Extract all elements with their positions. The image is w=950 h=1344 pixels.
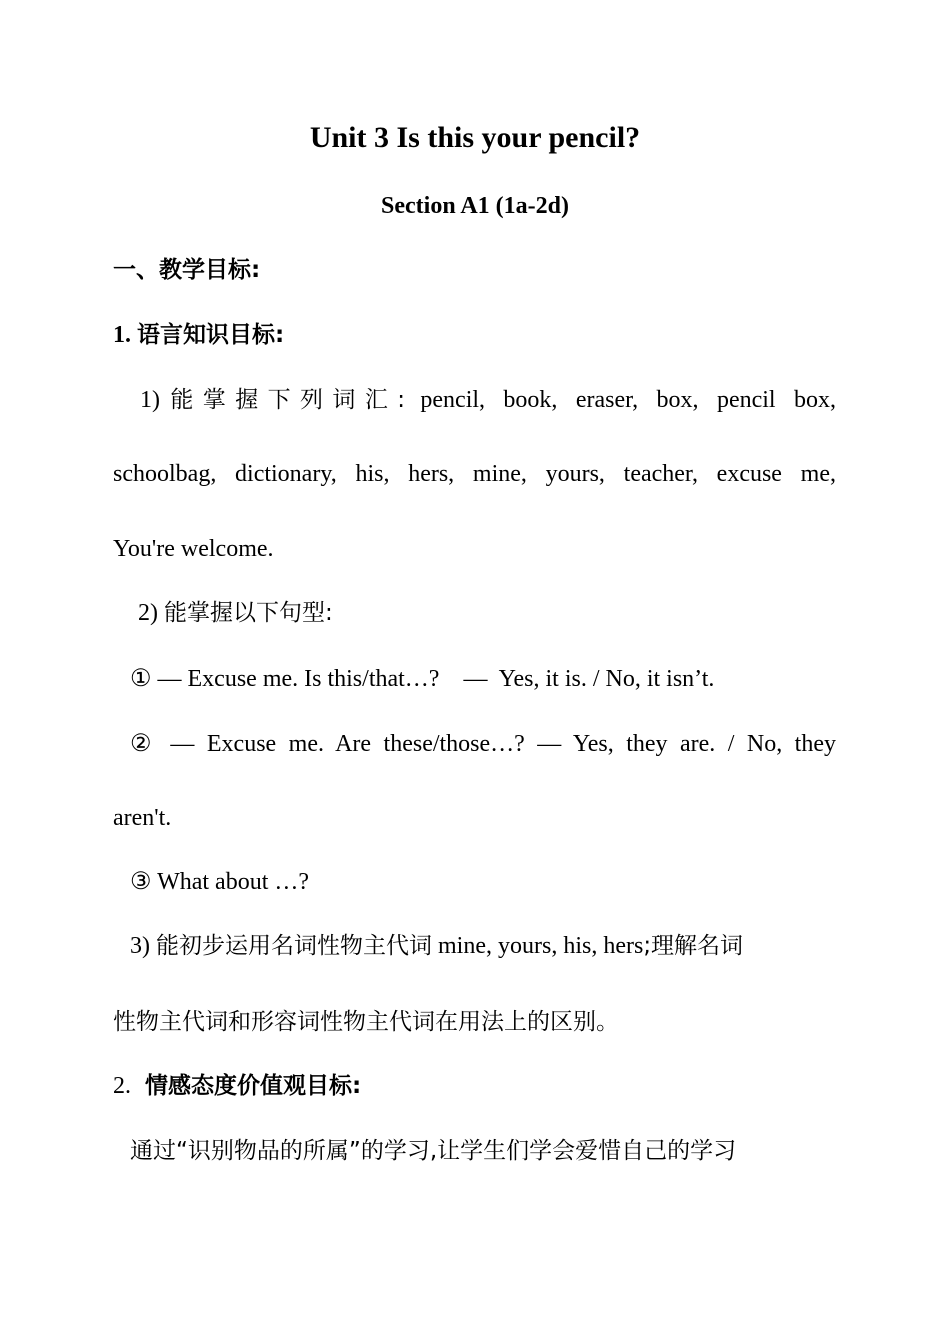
pronoun-number: 3) bbox=[130, 933, 150, 959]
goal2-line-1: 通过“识别物品的所属”的学习,让学生们学会爱惜自己的学习 bbox=[130, 1138, 737, 1164]
goal2-heading-number: 2. bbox=[113, 1073, 131, 1099]
goal2-heading bbox=[113, 1070, 836, 1102]
vocab-line-2: schoolbag, dictionary, his, hers, mine, yours, teacher, excuse me, bbox=[113, 461, 836, 487]
document-title: Unit 3 Is this your pencil? bbox=[309, 121, 641, 154]
pattern-3: ③ What about …? bbox=[130, 869, 310, 895]
patterns-line bbox=[138, 597, 836, 629]
goal2-heading-text: 情感态度价值观目标: bbox=[145, 1073, 362, 1099]
vocab-line-3: You're welcome. bbox=[113, 536, 274, 562]
patterns-label: 能掌握以下句型: bbox=[164, 600, 333, 626]
pronoun-label: 能初步运用名词性物主代词 bbox=[156, 933, 432, 959]
goal1-heading bbox=[113, 319, 836, 351]
pattern-1: ① — Excuse me. Is this/that…? — Yes, it is. / No, it isn’t. bbox=[130, 666, 715, 692]
vocab-line-1 bbox=[140, 384, 836, 416]
vocab-words-1: pencil, book, eraser, box, pencil box, bbox=[420, 387, 837, 413]
goal1-heading-number: 1. bbox=[113, 322, 131, 348]
vocab-label: 能掌握下列词汇: bbox=[170, 387, 410, 413]
pronoun-tail: ;理解名词 bbox=[643, 933, 744, 959]
section-heading: 一、教学目标: bbox=[113, 257, 261, 283]
pronoun-words: mine, yours, his, hers bbox=[438, 933, 644, 959]
pattern-2-line-1: ② — Excuse me. Are these/those…? — Yes, they are. / No, they bbox=[130, 731, 836, 757]
patterns-number: 2) bbox=[138, 600, 158, 626]
vocab-number: 1) bbox=[140, 387, 160, 413]
document-subtitle: Section A1 (1a-2d) bbox=[381, 193, 569, 219]
pronoun-line-1 bbox=[130, 930, 836, 962]
goal1-heading-text: 语言知识目标: bbox=[137, 322, 285, 348]
pronoun-line-2: 性物主代词和形容词性物主代词在用法上的区别。 bbox=[113, 1009, 619, 1035]
pattern-2-line-2: aren't. bbox=[113, 805, 172, 831]
